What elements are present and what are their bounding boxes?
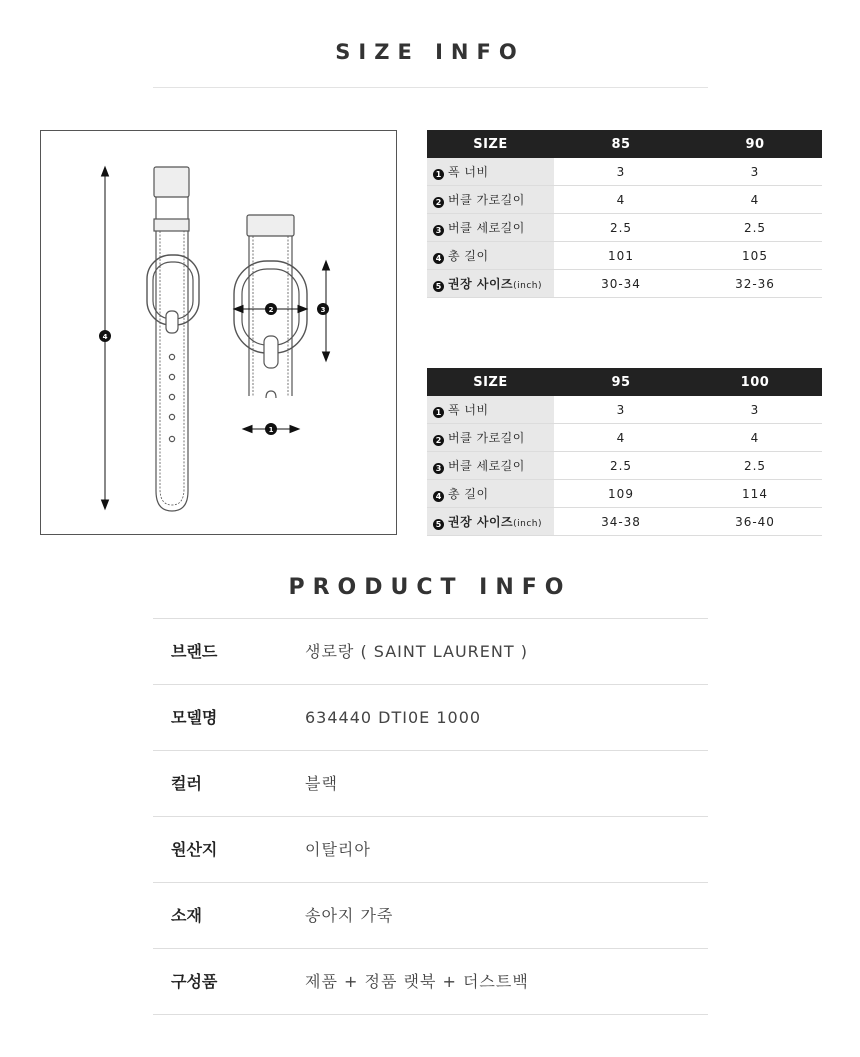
product-info-list (153, 618, 708, 1015)
product-key: 소재 (171, 906, 202, 925)
product-row-color (153, 750, 708, 816)
table-cell: 4 (554, 186, 688, 214)
row-label-buckle-width (427, 424, 554, 452)
size-header-label: SIZE (427, 130, 554, 158)
size-header-85: 85 (554, 130, 688, 158)
table-cell: 34-38 (554, 508, 688, 536)
table-cell: 105 (688, 242, 822, 270)
row-label-text: 버클 가로길이 (448, 431, 525, 445)
product-info-title: PRODUCT INFO (288, 575, 572, 600)
table-row (427, 424, 822, 452)
table-row (427, 214, 822, 242)
number-badge-icon: 5 (433, 281, 444, 292)
number-badge-icon: 2 (433, 435, 444, 446)
size-header-95: 95 (554, 368, 688, 396)
size-header-90: 90 (688, 130, 822, 158)
table-cell: 32-36 (688, 270, 822, 298)
size-table-85-90 (427, 130, 822, 298)
row-label-text: 총 길이 (448, 249, 489, 263)
table-cell: 3 (688, 158, 822, 186)
table-cell: 2.5 (554, 214, 688, 242)
table-cell: 3 (554, 396, 688, 424)
product-value: 생로랑 ( SAINT LAURENT ) (305, 642, 528, 661)
row-label-text: 권장 사이즈 (448, 277, 514, 291)
product-value: 송아지 가죽 (305, 906, 394, 925)
product-key: 컬러 (171, 774, 202, 793)
row-label-width (427, 396, 554, 424)
table-cell: 36-40 (688, 508, 822, 536)
number-badge-icon: 4 (433, 491, 444, 502)
product-value: 이탈리아 (305, 840, 371, 859)
title-divider (153, 87, 708, 88)
row-label-text: 폭 너비 (448, 165, 489, 179)
row-label-total-length (427, 480, 554, 508)
size-header-100: 100 (688, 368, 822, 396)
product-key: 원산지 (171, 840, 218, 859)
table-row (427, 270, 822, 298)
product-row-components (153, 948, 708, 1015)
product-value: 제품 + 정품 랫북 + 더스트백 (305, 972, 529, 991)
number-badge-icon: 1 (433, 407, 444, 418)
product-value: 634440 DTI0E 1000 (305, 708, 482, 727)
number-badge-icon: 4 (433, 253, 444, 264)
row-label-width (427, 158, 554, 186)
number-badge-icon: 3 (433, 225, 444, 236)
marker-4-label: 4 (102, 333, 108, 341)
table-cell: 30-34 (554, 270, 688, 298)
number-badge-icon: 3 (433, 463, 444, 474)
row-label-recommended-size (427, 270, 554, 298)
row-label-buckle-height (427, 214, 554, 242)
table-cell: 114 (688, 480, 822, 508)
row-label-text: 폭 너비 (448, 403, 489, 417)
row-label-recommended-size (427, 508, 554, 536)
product-row-material (153, 882, 708, 948)
table-row (427, 452, 822, 480)
table-row (427, 242, 822, 270)
belt-illustration (41, 131, 398, 536)
product-key: 구성품 (171, 972, 218, 991)
table-cell: 109 (554, 480, 688, 508)
row-label-text: 버클 세로길이 (448, 459, 525, 473)
number-badge-icon: 2 (433, 197, 444, 208)
product-value: 블랙 (305, 774, 338, 793)
size-table-header (427, 130, 822, 158)
product-key: 브랜드 (171, 642, 218, 661)
product-key: 모델명 (171, 708, 218, 727)
table-cell: 3 (554, 158, 688, 186)
table-cell: 101 (554, 242, 688, 270)
row-label-unit: (inch) (513, 519, 543, 529)
table-cell: 4 (554, 424, 688, 452)
number-badge-icon: 1 (433, 169, 444, 180)
row-label-total-length (427, 242, 554, 270)
table-cell: 4 (688, 424, 822, 452)
table-cell: 3 (688, 396, 822, 424)
marker-2-label: 2 (268, 306, 274, 314)
table-cell: 4 (688, 186, 822, 214)
row-label-buckle-height (427, 452, 554, 480)
belt-diagram (40, 130, 397, 535)
size-info-title: SIZE INFO (335, 40, 525, 64)
belt-full-view (147, 167, 199, 511)
row-label-unit: (inch) (513, 281, 543, 291)
table-row (427, 508, 822, 536)
size-table-95-100 (427, 368, 822, 536)
marker-3-label: 3 (320, 306, 326, 314)
row-label-buckle-width (427, 186, 554, 214)
table-row (427, 158, 822, 186)
table-cell: 2.5 (688, 214, 822, 242)
table-row (427, 396, 822, 424)
table-row (427, 480, 822, 508)
table-cell: 2.5 (688, 452, 822, 480)
product-row-model (153, 684, 708, 750)
row-label-text: 총 길이 (448, 487, 489, 501)
table-cell: 2.5 (554, 452, 688, 480)
size-table-header (427, 368, 822, 396)
row-label-text: 버클 세로길이 (448, 221, 525, 235)
marker-1-label: 1 (268, 426, 274, 434)
product-row-brand (153, 618, 708, 684)
row-label-text: 권장 사이즈 (448, 515, 514, 529)
table-row (427, 186, 822, 214)
size-header-label: SIZE (427, 368, 554, 396)
row-label-text: 버클 가로길이 (448, 193, 525, 207)
number-badge-icon: 5 (433, 519, 444, 530)
product-row-origin (153, 816, 708, 882)
